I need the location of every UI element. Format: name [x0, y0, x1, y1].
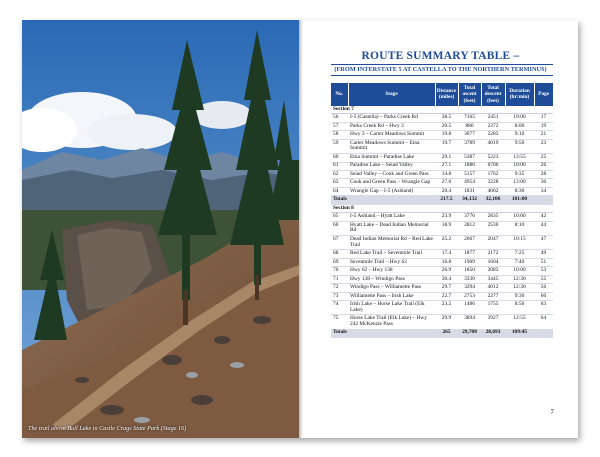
table-cell: 2667: [458, 236, 481, 250]
table-cell: 3294: [458, 284, 481, 292]
table-row: [331, 292, 553, 300]
table-cell: Irish Lake – Horse Lake Trail (Elk Lake): [348, 301, 435, 315]
table-cell: 62: [331, 170, 348, 178]
table-cell: I-5 Ashland – Hyatt Lake: [348, 213, 435, 221]
page-number: 7: [550, 408, 554, 416]
table-cell: 25: [534, 154, 553, 162]
table-row: [331, 179, 553, 187]
page-title: ROUTE SUMMARY TABLE –: [361, 50, 520, 62]
section-header-row: [331, 204, 553, 212]
table-cell: 19: [534, 122, 553, 130]
table-row: [331, 315, 553, 329]
route-summary-table: [331, 83, 553, 338]
table-cell: Windigo Pass – Williamette Pass: [348, 284, 435, 292]
subtitle-rule: [331, 75, 553, 76]
table-cell: 1486: [458, 301, 481, 315]
table-cell: 5387: [458, 154, 481, 162]
table-cell: 34: [534, 187, 553, 195]
table-cell: 3228: [481, 179, 505, 187]
table-cell: 26.9: [435, 267, 458, 275]
table-cell: 3776: [458, 213, 481, 221]
table-cell: 64: [331, 187, 348, 195]
table-row: [331, 154, 553, 162]
table-cell: 17: [534, 114, 553, 122]
table-cell: 19:00: [505, 114, 534, 122]
totals-cell: 101:00: [505, 196, 534, 204]
table-cell: 4954: [458, 179, 481, 187]
table-cell: 10:00: [505, 267, 534, 275]
table-cell: 16.8: [435, 258, 458, 266]
table-cell: 29.9: [435, 315, 458, 329]
table-cell: 1886: [458, 162, 481, 170]
totals-cell: 32,106: [481, 196, 505, 204]
table-row: [331, 170, 553, 178]
table-cell: 71: [331, 275, 348, 283]
table-cell: Williamette Pass – Irish Lake: [348, 292, 435, 300]
table-cell: 27.6: [435, 179, 458, 187]
section-header-row: [331, 106, 553, 114]
table-cell: 2277: [481, 292, 505, 300]
table-cell: 4019: [481, 139, 505, 153]
table-cell: 2083: [481, 267, 505, 275]
table-cell: 13:55: [505, 154, 534, 162]
column-header: Total ascent (feet): [458, 83, 481, 106]
table-cell: 2172: [481, 250, 505, 258]
table-cell: 66: [331, 221, 348, 235]
table-cell: 10:00: [505, 162, 534, 170]
table-page: [303, 20, 578, 438]
section-label: Section 7: [331, 106, 553, 114]
totals-cell: Totals: [331, 196, 435, 204]
table-cell: 72: [331, 284, 348, 292]
table-cell: 886: [458, 122, 481, 130]
table-cell: 8:00: [505, 122, 534, 130]
table-cell: 2283: [481, 131, 505, 139]
table-cell: 17.4: [435, 250, 458, 258]
table-row: [331, 236, 553, 250]
table-cell: 70: [331, 267, 348, 275]
table-cell: 53: [534, 267, 553, 275]
column-header: No.: [331, 83, 348, 106]
table-cell: 2812: [458, 221, 481, 235]
book-spread: [22, 20, 578, 438]
totals-cell: 109:45: [505, 329, 534, 337]
table-row: [331, 139, 553, 153]
table-cell: 1755: [481, 301, 505, 315]
table-cell: 56: [534, 284, 553, 292]
table-cell: 63: [534, 301, 553, 315]
table-cell: Wrangle Gap – I-5 (Ashland): [348, 187, 435, 195]
table-cell: 61: [331, 162, 348, 170]
table-cell: 1877: [458, 250, 481, 258]
photo-page: [22, 20, 299, 438]
table-cell: 23.9: [435, 213, 458, 221]
table-cell: Sevenmile Trail – Hwy 62: [348, 258, 435, 266]
section-label: Section 8: [331, 204, 553, 212]
table-cell: 9:30: [505, 292, 534, 300]
table-cell: 2835: [481, 213, 505, 221]
table-cell: 5223: [481, 154, 505, 162]
table-cell: Horse Lake Trail (Elk Lake) – Hwy 242 McKenzie Pass: [348, 315, 435, 329]
table-cell: 12:30: [505, 284, 534, 292]
trail-photo: [22, 20, 299, 438]
table-row: [331, 162, 553, 170]
table-cell: 12:30: [505, 275, 534, 283]
table-row: [331, 250, 553, 258]
table-cell: 28: [534, 170, 553, 178]
table-cell: 20.4: [435, 187, 458, 195]
table-row: [331, 131, 553, 139]
column-header: Page: [534, 83, 553, 106]
table-row: [331, 221, 553, 235]
table-cell: Etna Summit – Paradise Lake: [348, 154, 435, 162]
table-cell: 20.5: [435, 122, 458, 130]
table-cell: 10:00: [505, 213, 534, 221]
table-cell: 3445: [481, 275, 505, 283]
table-cell: 22.7: [435, 292, 458, 300]
table-cell: 30: [534, 179, 553, 187]
table-cell: Seiad Valley – Cook and Green Pass: [348, 170, 435, 178]
table-cell: 2753: [458, 292, 481, 300]
table-cell: 8:30: [505, 187, 534, 195]
table-cell: 1604: [481, 258, 505, 266]
table-cell: 49: [534, 250, 553, 258]
table-cell: 29.1: [435, 154, 458, 162]
table-cell: 13:00: [505, 179, 534, 187]
table-row: [331, 267, 553, 275]
table-cell: 29.7: [435, 284, 458, 292]
table-cell: 3077: [458, 131, 481, 139]
table-cell: 58: [331, 131, 348, 139]
table-cell: 18.9: [435, 221, 458, 235]
table-cell: 56: [331, 114, 348, 122]
table-cell: 7:40: [505, 258, 534, 266]
table-cell: Hwy 62 – Hwy 138: [348, 267, 435, 275]
table-cell: 59: [331, 139, 348, 153]
table-cell: 4062: [481, 187, 505, 195]
table-cell: 1850: [458, 267, 481, 275]
table-cell: 6706: [481, 162, 505, 170]
table-row: [331, 258, 553, 266]
table-row: [331, 187, 553, 195]
column-header: Distance (miles): [435, 83, 458, 106]
table-cell: 3330: [458, 275, 481, 283]
table-cell: Hyatt Lake – Dead Indian Memorial Rd: [348, 221, 435, 235]
table-cell: 3927: [481, 315, 505, 329]
table-row: [331, 213, 553, 221]
page-subtitle: (FROM INTERSTATE 5 AT CASTELLA TO THE NORTHERN TERMINUS): [334, 66, 547, 73]
table-cell: 2372: [481, 122, 505, 130]
table-cell: 21: [534, 131, 553, 139]
column-header: Total descent (feet): [481, 83, 505, 106]
table-cell: 9:50: [505, 139, 534, 153]
totals-cell: 34,132: [458, 196, 481, 204]
totals-cell: [534, 196, 553, 204]
table-cell: 38.5: [435, 114, 458, 122]
column-header: Duration (hr:min): [505, 83, 534, 106]
table-cell: 51: [534, 258, 553, 266]
table-cell: 1831: [458, 187, 481, 195]
table-cell: 1969: [458, 258, 481, 266]
table-row: [331, 275, 553, 283]
table-cell: 3789: [458, 139, 481, 153]
totals-cell: 29,708: [458, 329, 481, 337]
table-cell: Dead Indian Memorial Rd – Red Lake Trail: [348, 236, 435, 250]
table-cell: 55: [534, 275, 553, 283]
totals-cell: Totals: [331, 329, 435, 337]
table-cell: Carter Meadows Summit – Etna Summit: [348, 139, 435, 153]
table-cell: 42: [534, 213, 553, 221]
table-cell: 5157: [458, 170, 481, 178]
table-cell: 1762: [481, 170, 505, 178]
table-cell: 9:10: [505, 131, 534, 139]
table-cell: 14.8: [435, 170, 458, 178]
table-cell: Cook and Green Pass – Wrangle Gap: [348, 179, 435, 187]
table-cell: 27.1: [435, 162, 458, 170]
table-row: [331, 122, 553, 130]
table-cell: 74: [331, 301, 348, 315]
table-cell: Hwy 138 – Windigo Pass: [348, 275, 435, 283]
totals-cell: 217.5: [435, 196, 458, 204]
totals-cell: 28,693: [481, 329, 505, 337]
table-cell: 8:10: [505, 221, 534, 235]
table-cell: 65: [331, 213, 348, 221]
table-body: [331, 106, 553, 338]
table-cell: Paradise Lake – Seiad Valley: [348, 162, 435, 170]
table-cell: 69: [331, 258, 348, 266]
table-cell: 25.2: [435, 236, 458, 250]
table-cell: 4012: [481, 284, 505, 292]
table-cell: 57: [331, 122, 348, 130]
table-cell: 73: [331, 292, 348, 300]
table-row: [331, 284, 553, 292]
photo-caption: The trail above Bull Lake in Castle Crags State Park (Stage 16): [28, 425, 187, 432]
table-cell: 64: [534, 315, 553, 329]
table-cell: 75: [331, 315, 348, 329]
table-cell: 60: [534, 292, 553, 300]
table-cell: Parks Creek Rd – Hwy 3: [348, 122, 435, 130]
table-cell: Red Lake Trail – Sevenmile Trail: [348, 250, 435, 258]
table-cell: 23: [534, 139, 553, 153]
table-cell: 19.8: [435, 131, 458, 139]
totals-cell: [534, 329, 553, 337]
table-cell: 7:25: [505, 250, 534, 258]
table-cell: 12:55: [505, 315, 534, 329]
table-cell: 19.7: [435, 139, 458, 153]
table-cell: 2047: [481, 236, 505, 250]
table-cell: 68: [331, 250, 348, 258]
table-header-row: [331, 83, 553, 106]
table-cell: 10:15: [505, 236, 534, 250]
totals-row: [331, 329, 553, 337]
table-cell: 47: [534, 236, 553, 250]
table-cell: 60: [331, 154, 348, 162]
table-cell: 3894: [458, 315, 481, 329]
table-cell: 26: [534, 162, 553, 170]
table-cell: 2451: [481, 114, 505, 122]
title-rule: [331, 64, 553, 65]
totals-row: [331, 196, 553, 204]
totals-cell: 265: [435, 329, 458, 337]
table-cell: 44: [534, 221, 553, 235]
table-cell: 63: [331, 179, 348, 187]
table-cell: I-5 (Castella) – Parks Creek Rd: [348, 114, 435, 122]
table-cell: 30.4: [435, 275, 458, 283]
table-row: [331, 301, 553, 315]
table-cell: 67: [331, 236, 348, 250]
table-cell: 7165: [458, 114, 481, 122]
table-cell: 8:50: [505, 301, 534, 315]
table-row: [331, 114, 553, 122]
table-cell: 9:35: [505, 170, 534, 178]
column-header: Stage: [348, 83, 435, 106]
table-cell: Hwy 3 – Carter Meadows Summit: [348, 131, 435, 139]
table-cell: 2536: [481, 221, 505, 235]
table-cell: 23.2: [435, 301, 458, 315]
